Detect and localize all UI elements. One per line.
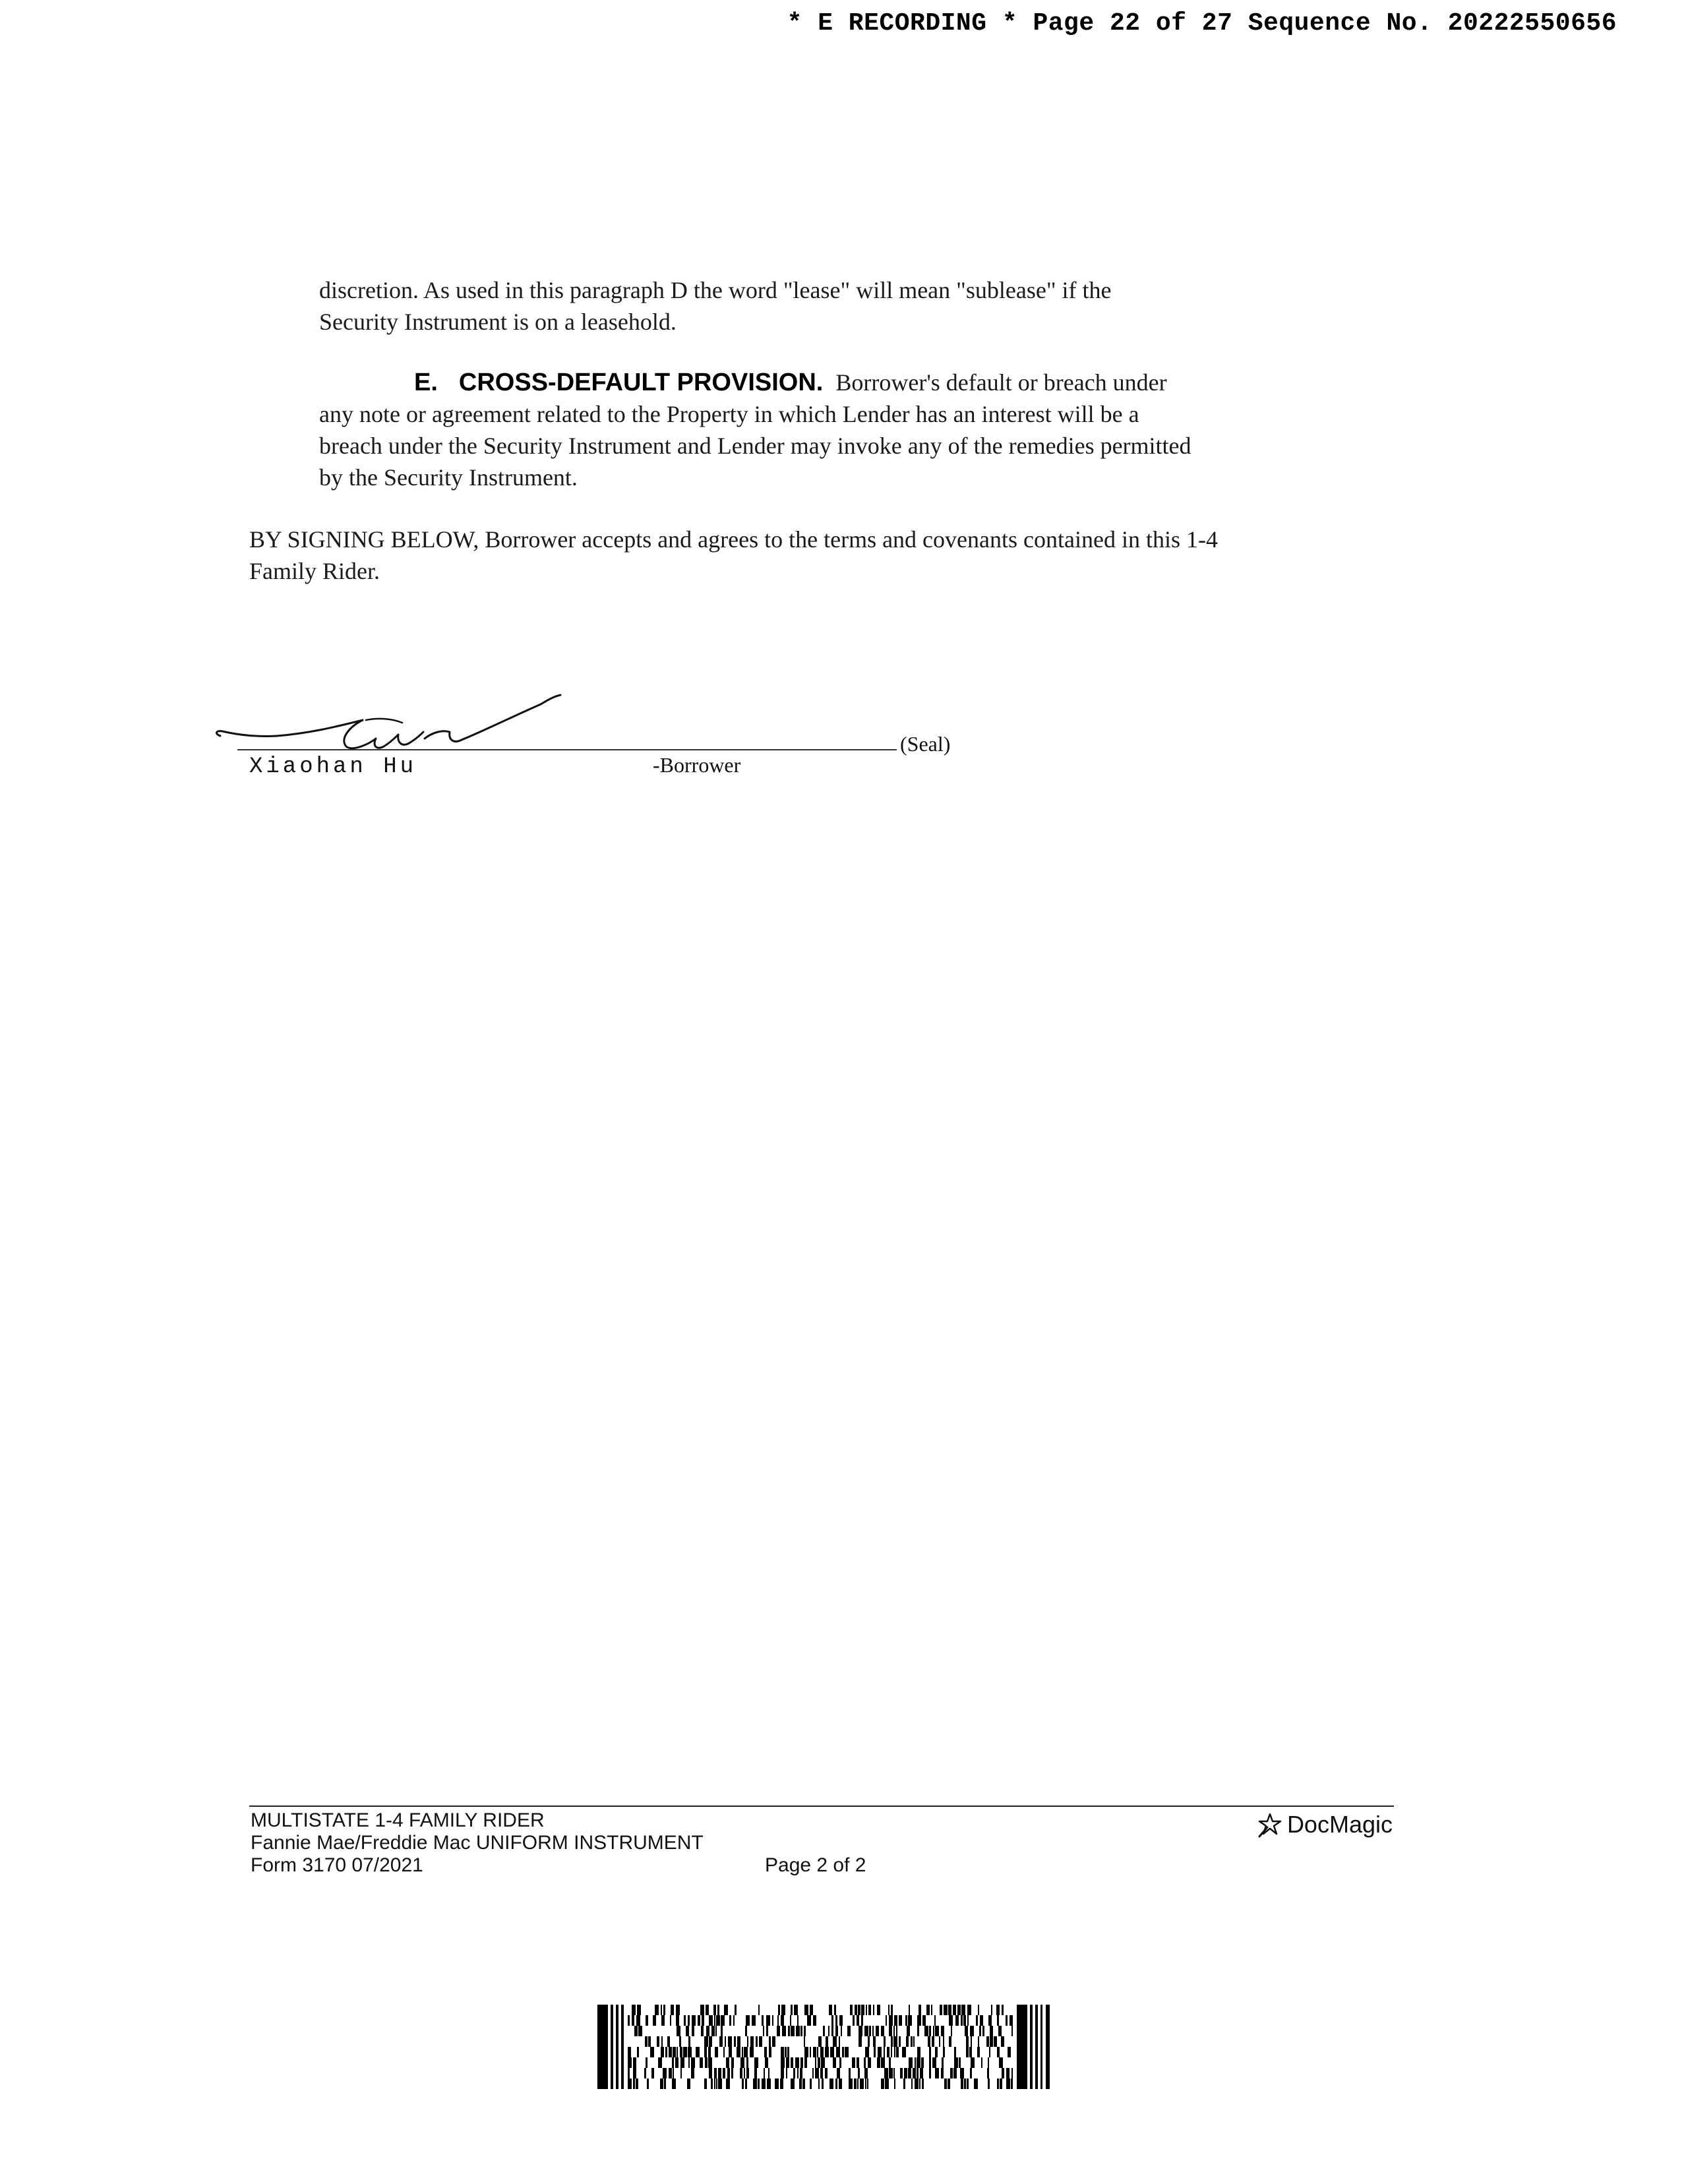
paragraph-d-line-2: Security Instrument is on a leasehold.	[319, 309, 677, 335]
footer-form-info	[251, 1809, 704, 1877]
docmagic-logo	[1257, 1811, 1393, 1838]
borrower-role: -Borrower	[653, 753, 741, 777]
footer-form-title: MULTISTATE 1-4 FAMILY RIDER	[251, 1809, 545, 1831]
footer-form-number: Form 3170 07/2021	[251, 1854, 423, 1876]
paragraph-e-line-1	[319, 367, 1348, 398]
seal-label: (Seal)	[900, 732, 951, 756]
paragraph-e-line-2: any note or agreement related to the Property in which Lender has an interest will be a	[319, 401, 1139, 427]
signing-statement	[249, 524, 1370, 587]
recording-stamp: * E RECORDING * Page 22 of 27 Sequence No. 20222550656	[787, 9, 1617, 38]
borrower-name: Xiaohan Hu	[249, 754, 417, 779]
paragraph-e-line-3: breach under the Security Instrument and Lender may invoke any of the remedies permitted	[319, 433, 1191, 459]
paragraph-d	[319, 274, 1348, 338]
signature-line	[237, 749, 897, 750]
footer-divider	[249, 1805, 1394, 1807]
section-letter: E.	[414, 369, 438, 396]
docmagic-brand: DocMagic	[1286, 1811, 1393, 1838]
footer-instrument: Fannie Mae/Freddie Mac UNIFORM INSTRUMENT	[251, 1832, 704, 1854]
paragraph-e-line-4: by the Security Instrument.	[319, 464, 578, 491]
signing-statement-line-1: BY SIGNING BELOW, Borrower accepts and agrees to the terms and covenants contained in this 1-4	[249, 526, 1218, 553]
paragraph-d-line-1: discretion. As used in this paragraph D the word "lease" will mean "sublease" if the	[319, 277, 1112, 303]
star-wand-icon	[1257, 1811, 1283, 1838]
signing-statement-line-2: Family Rider.	[249, 558, 380, 584]
signature-block	[211, 686, 1002, 791]
pdf417-barcode	[597, 2005, 1052, 2089]
footer-page-number: Page 2 of 2	[765, 1854, 866, 1876]
paragraph-e-line-1-text: Borrower's default or breach under	[835, 369, 1167, 396]
handwritten-signature	[211, 686, 580, 758]
section-title: CROSS-DEFAULT PROVISION.	[458, 369, 824, 396]
paragraph-e	[319, 367, 1348, 493]
